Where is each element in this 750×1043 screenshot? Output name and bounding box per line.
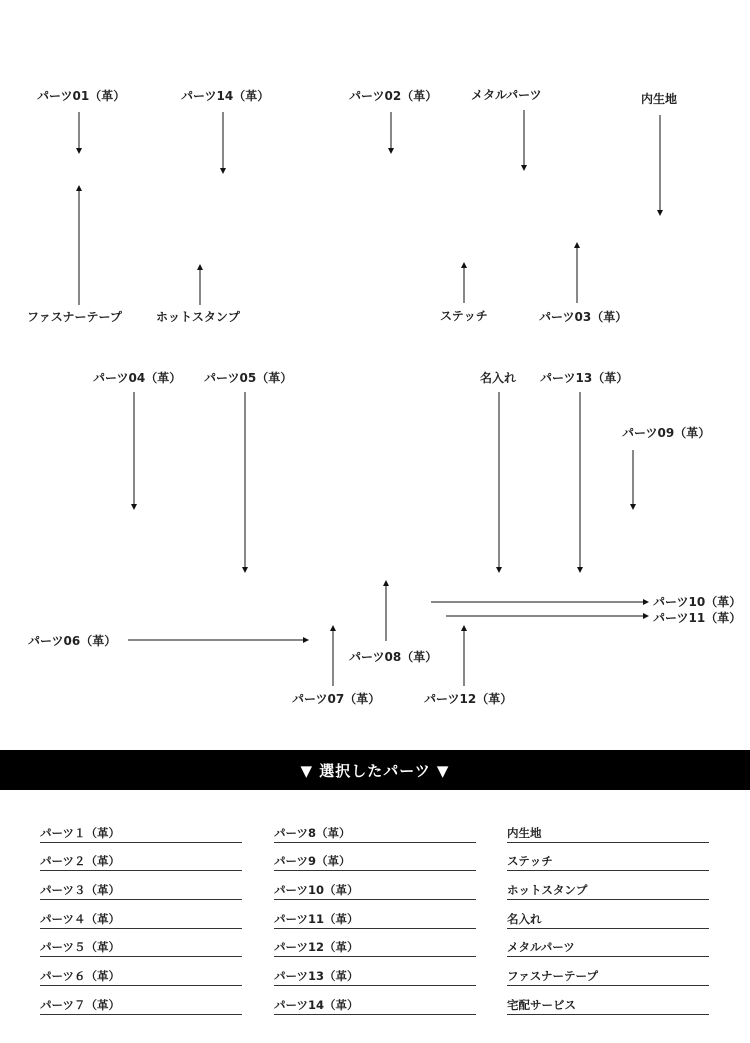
label-part03: パーツ03（革）	[539, 310, 628, 324]
label-lining: 内生地	[641, 92, 678, 106]
label-part09: パーツ09（革）	[622, 426, 711, 440]
selected-parts-column-1	[40, 814, 242, 1015]
list-item: 内生地	[507, 814, 709, 843]
list-item: パーツ５（革）	[40, 929, 242, 958]
label-part13: パーツ13（革）	[540, 371, 629, 385]
list-item: パーツ４（革）	[40, 900, 242, 929]
selected-parts-column-3	[507, 814, 709, 1015]
list-item: ステッチ	[507, 843, 709, 872]
label-part05: パーツ05（革）	[204, 371, 293, 385]
list-item: 名入れ	[507, 900, 709, 929]
label-metal-parts: メタルパーツ	[471, 88, 542, 102]
list-item: パーツ７（革）	[40, 986, 242, 1015]
list-item: パーツ10（革）	[274, 871, 476, 900]
list-item: ファスナーテープ	[507, 957, 709, 986]
label-part01: パーツ01（革）	[37, 89, 126, 103]
label-part02: パーツ02（革）	[349, 89, 438, 103]
label-part06: パーツ06（革）	[28, 634, 117, 648]
selected-parts-banner	[0, 750, 750, 790]
label-part07: パーツ07（革）	[292, 692, 381, 706]
label-part08: パーツ08（革）	[349, 650, 438, 664]
list-item: パーツ8（革）	[274, 814, 476, 843]
label-part11: パーツ11（革）	[653, 611, 742, 625]
label-stitch: ステッチ	[440, 309, 488, 323]
list-item: パーツ13（革）	[274, 957, 476, 986]
list-item: パーツ６（革）	[40, 957, 242, 986]
banner-title: ▼ 選択したパーツ ▼	[300, 761, 450, 780]
list-item: パーツ14（革）	[274, 986, 476, 1015]
list-item: ホットスタンプ	[507, 871, 709, 900]
list-item: 宅配サービス	[507, 986, 709, 1015]
label-fastener-tape: ファスナーテープ	[27, 310, 122, 324]
label-name-engraving: 名入れ	[480, 371, 517, 385]
list-item: パーツ３（革）	[40, 871, 242, 900]
list-item: パーツ１（革）	[40, 814, 242, 843]
list-item: パーツ12（革）	[274, 929, 476, 958]
list-item: パーツ9（革）	[274, 843, 476, 872]
label-part10: パーツ10（革）	[653, 595, 742, 609]
label-part12: パーツ12（革）	[424, 692, 513, 706]
list-item: パーツ11（革）	[274, 900, 476, 929]
selected-parts-column-2	[274, 814, 476, 1015]
list-item: メタルパーツ	[507, 929, 709, 958]
label-part14: パーツ14（革）	[181, 89, 270, 103]
list-item: パーツ２（革）	[40, 843, 242, 872]
label-hot-stamp: ホットスタンプ	[156, 310, 240, 324]
label-part04: パーツ04（革）	[93, 371, 182, 385]
